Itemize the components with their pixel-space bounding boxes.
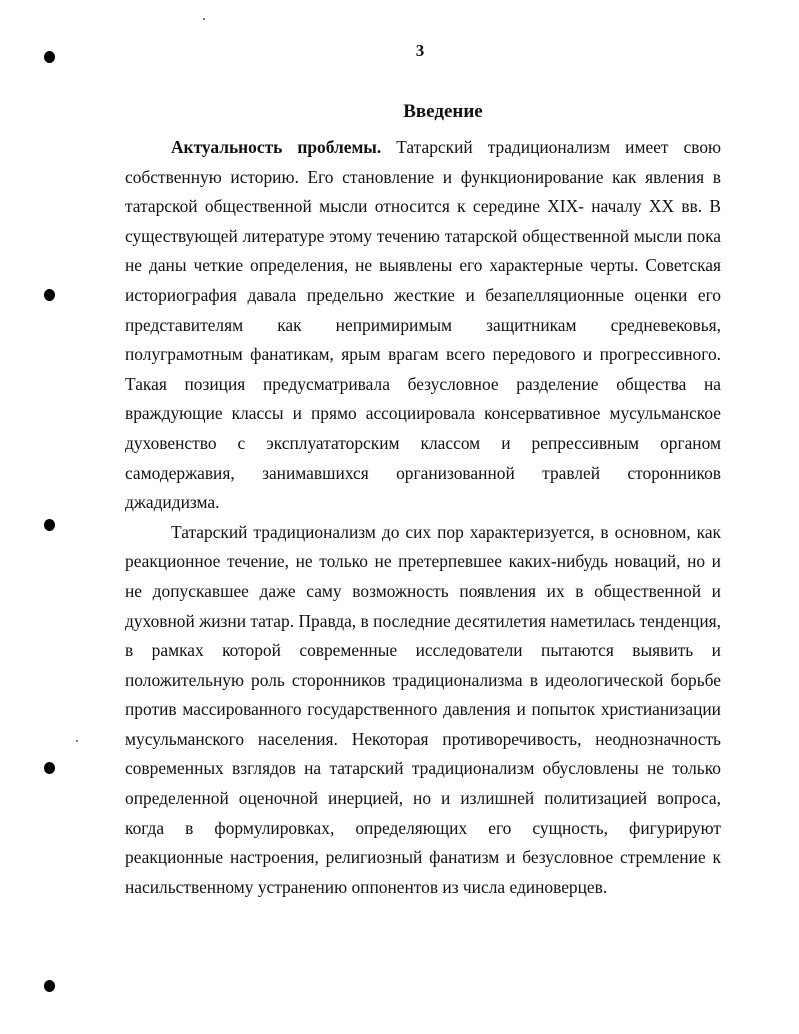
- binder-hole-3: [44, 519, 55, 531]
- page-number: 3: [415, 41, 425, 60]
- binder-hole-2: [44, 289, 55, 301]
- scan-speck: [203, 18, 205, 20]
- paragraph-text: Татарский традиционализм имеет свою собственную историю. Его становление и функционирование как явления в татарской общественной мысли относится к середине XIX- началу XX вв. В существующей литературе этому течению татарской общественной мысли пока не даны четкие определения, не выявлены его характерные черты. Советская историография давала предельно жесткие и безапелляционные оценки его представителям как непримиримым защитникам средневековья, полуграмотным фанатикам, ярым врагам всего передового и прогрессивного. Такая позиция предусматривала безусловное разделение общества на враждующие классы и прямо ассоциировала консервативное мусульманское духовенство с эксплуататорским классом и репрессивным органом самодержавия, занимавшихся организованной травлей сторонников джадидизма.: [125, 137, 722, 513]
- binder-hole-4: [44, 762, 55, 774]
- paragraph-text: Татарский традиционализм до сих пор характеризуется, в основном, как реакционное течение, не только не претерпевшее каких-нибудь новаций, но и не допускавшее даже саму возможность появления их в общественной и духовной жизни татар. Правда, в последние десятилетия наметилась тенденция, в рамках которой современные исследователи пытаются выявить и положительную роль сторонников традиционализма в идеологической борьбе против массированного государственного давления и попыток христианизации мусульманского населения. Некоторая противоречивость, неоднозначность современных взглядов на татарский традиционализм обусловлены не только определенной оценочной инерцией, но и излишней политизацией вопроса, когда в формулировках, определяющих его сущность, фигурируют реакционные настроения, религиозный фанатизм и безусловное стремление к насильственному устранению оппонентов из числа единоверцев.: [125, 521, 721, 897]
- scan-speck: [76, 740, 78, 742]
- section-heading: Введение: [403, 101, 483, 122]
- paragraph-traditionalism: [125, 518, 721, 903]
- paragraph-lead: Актуальность проблемы.: [171, 137, 382, 157]
- binder-hole-5: [44, 980, 55, 992]
- body-text: [125, 133, 721, 902]
- paragraph-relevance: [125, 133, 721, 518]
